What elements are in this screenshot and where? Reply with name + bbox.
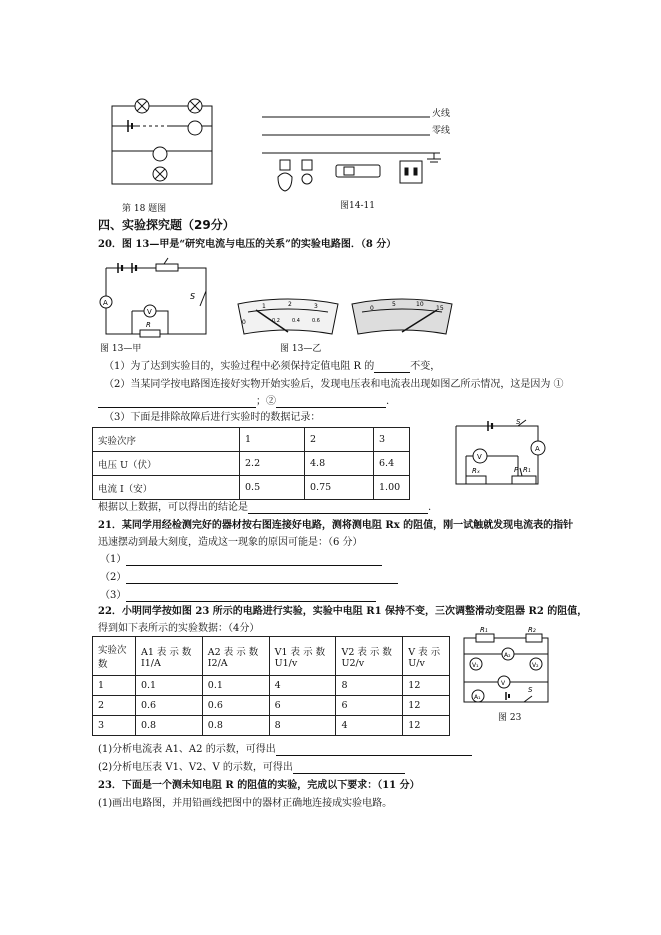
table-header-cell (269, 637, 336, 676)
table-row (93, 428, 410, 452)
fig23-v-label: V (501, 680, 506, 687)
rx-circuit-voltmeter-label: V (477, 453, 482, 461)
fig13a-resistor-label: R (146, 321, 151, 329)
q22-data-table (92, 636, 450, 736)
table-cell: 12 (403, 716, 450, 736)
q22-answer-1-label: (1)分析电流表 A1、A2 的示数，可得出 (98, 744, 276, 755)
q21-answer-3 (100, 589, 376, 602)
table-cell: 4.8 (305, 452, 374, 476)
figure-18-circuit (100, 96, 220, 196)
table-cell: 0.1 (202, 676, 269, 696)
table-cell: 0.6 (202, 696, 269, 716)
table-header-cell (135, 637, 202, 676)
right-meter-mark-0: 0 (370, 305, 374, 312)
rx-circuit-switch-label: S (516, 418, 521, 426)
q20-part1 (104, 360, 440, 373)
fig23-r2-label: R₂ (528, 626, 536, 634)
table-cell: 0.8 (135, 716, 202, 736)
table-row (93, 452, 410, 476)
table-cell: 0.1 (135, 676, 202, 696)
zero-wire-label: 零线 (432, 126, 451, 136)
q20-part1-post: 不变， (410, 361, 441, 372)
table-cell: 0.5 (240, 476, 305, 500)
q20-part2: （2）当某同学按电路图连接好实物开始实验后，发现电压表和电流表出现如图乙所示情况，这是因为 ① (104, 379, 564, 390)
q21-stem-1 (98, 519, 573, 532)
table-header-line: U2/v (341, 657, 365, 669)
table-cell: 2 (305, 428, 374, 452)
rx-circuit-r1-label: R₁ (523, 466, 531, 474)
q20-part1-blank[interactable] (374, 362, 410, 373)
q23-stem-text: 23．下面是一个测未知电阻 R 的阻值的实验，完成以下要求：（11 分） (98, 780, 420, 791)
table-cell: 实验次序 (93, 428, 240, 452)
left-meter-mark-2: 2 (288, 301, 292, 308)
rx-circuit-rx-label: Rₓ (472, 467, 480, 475)
table-header-cell (336, 637, 403, 676)
fig23-a2-label: A₂ (504, 652, 511, 659)
q22-answer-1 (98, 743, 472, 756)
figure-23-circuit (456, 626, 556, 714)
q22-stem-1 (98, 605, 587, 618)
table-cell: 8 (336, 676, 403, 696)
q21-answer-1-label: （1） (100, 554, 127, 565)
table-cell: 0.75 (305, 476, 374, 500)
table-cell: 12 (403, 696, 450, 716)
q20-stem: 20．图 13—甲是“研究电流与电压的关系”的实验电路图．（8 分） (98, 239, 397, 250)
figure-14-11-caption: 图14-11 (340, 201, 375, 211)
figure-23-caption: 图 23 (498, 713, 522, 723)
figure-13a-circuit (98, 256, 210, 340)
table-header-cell (403, 637, 450, 676)
table-header-line: V 表 示 (408, 646, 441, 658)
rx-circuit-ammeter-label: A (535, 445, 540, 453)
figure-18-caption: 第 18 题图 (122, 204, 167, 214)
q20-part2-blank-2[interactable] (276, 397, 386, 408)
table-header-line: 实验次 (98, 645, 127, 656)
table-cell: 0.8 (202, 716, 269, 736)
table-cell: 电流 I（安） (93, 476, 240, 500)
q22-stem-2: 得到如下表所示的实验数据：（4分） (98, 623, 260, 634)
figure-13b-meters (232, 292, 462, 344)
table-cell: 6 (336, 696, 403, 716)
table-row (93, 716, 450, 736)
table-cell: 4 (269, 676, 336, 696)
fig23-r1-label: R₁ (480, 626, 488, 634)
fig13a-voltmeter-label: V (147, 308, 152, 316)
left-meter-mark-02: 0.2 (272, 318, 280, 324)
q21-stem-2: 迅速摆动到最大刻度，造成这一现象的原因可能是：（6 分） (98, 537, 363, 548)
table-cell: 4 (336, 716, 403, 736)
fig23-v1-label: V₁ (472, 662, 479, 669)
q21-answer-1 (100, 553, 382, 566)
q20-part2-blank-1[interactable] (98, 397, 256, 408)
q20-part1-pre: （1）为了达到实验目的，实验过程中必须保持定值电阻 R 的 (104, 361, 375, 372)
q21-answer-3-label: （3） (100, 590, 127, 601)
table-header-line: A2 表 示 数 (207, 646, 259, 658)
table-cell: 12 (403, 676, 450, 696)
table-cell: 0.6 (135, 696, 202, 716)
table-cell: 1 (240, 428, 305, 452)
table-header-cell (202, 637, 269, 676)
table-cell: 3 (93, 716, 136, 736)
q22-answer-1-blank[interactable] (276, 745, 472, 756)
table-cell: 电压 U（伏） (93, 452, 240, 476)
q23-part1: (1)画出电路图，并用铅画线把图中的器材正确地连接成实验电路。 (98, 798, 393, 809)
rx-circuit (448, 420, 558, 490)
figure-13a-caption: 图 13—甲 (100, 344, 142, 354)
fig13a-switch-label: S (190, 292, 196, 301)
left-meter-mark-3: 3 (314, 303, 318, 310)
table-header-line: U/v (408, 657, 425, 669)
table-header-line: V1 表 示 数 (274, 646, 326, 658)
right-meter-mark-10: 10 (416, 301, 424, 308)
q21-answer-1-blank[interactable] (126, 555, 382, 566)
q21-answer-2 (100, 571, 398, 584)
right-meter-mark-5: 5 (392, 301, 396, 308)
fig13a-ammeter-label: A (103, 299, 108, 307)
left-meter-mark-06: 0.6 (312, 318, 320, 324)
q20-conclusion: 根据以上数据，可以得出的结论是 . (98, 502, 432, 513)
fig23-s-label: S (528, 686, 533, 694)
q22-stem-1-text: 22．小明同学按如图 23 所示的电路进行实验，实验中电阻 R1 保持不变，三次调整滑动变阻器 R2 的阻值， (98, 606, 588, 617)
q21-answer-3-blank[interactable] (126, 591, 376, 602)
q22-answer-2-label: (2)分析电压表 V1、V2、V 的示数，可得出 (98, 762, 293, 773)
q20-part2-sep: ；② (256, 396, 276, 407)
table-cell: 1.00 (374, 476, 410, 500)
q23-stem (98, 779, 420, 792)
fig23-v2-label: V₂ (532, 662, 539, 669)
right-meter-mark-15: 15 (436, 305, 444, 312)
table-header-cell (93, 637, 136, 676)
table-header-line: I1/A (140, 657, 161, 669)
rx-circuit-p-label: P (514, 466, 519, 474)
q20-part3: （3）下面是排除故障后进行实验时的数据记录： (104, 412, 321, 423)
table-header-row (93, 637, 450, 676)
table-cell: 6.4 (374, 452, 410, 476)
table-cell: 2.2 (240, 452, 305, 476)
table-cell: 6 (269, 696, 336, 716)
section-4-title: 四、实验探究题（29分） (98, 218, 235, 232)
table-header-line: V2 表 示 数 (341, 646, 392, 658)
table-header-line: A1 表 示 数 (140, 646, 192, 658)
q20-conclusion-pre: 根据以上数据，可以得出的结论是 (98, 502, 248, 513)
table-header-line: 数 (98, 659, 108, 670)
left-meter-mark-0: 0 (242, 319, 246, 326)
q20-part2-line: ；② . (98, 395, 389, 408)
q21-answer-2-blank[interactable] (126, 573, 398, 584)
figure-13b-caption: 图 13—乙 (280, 344, 322, 354)
q22-answer-2 (98, 761, 405, 774)
q20-data-table (92, 427, 410, 500)
left-meter-mark-04: 0.4 (292, 318, 300, 324)
fire-wire-label: 火线 (432, 109, 451, 119)
fig23-a1-label: A₁ (474, 694, 481, 701)
table-header-line: I2/A (207, 657, 228, 669)
table-row (93, 696, 450, 716)
table-row (93, 476, 410, 500)
table-cell: 1 (93, 676, 136, 696)
table-cell: 8 (269, 716, 336, 736)
q22-answer-2-blank[interactable] (293, 763, 405, 774)
table-cell: 2 (93, 696, 136, 716)
q21-stem-1-text: 21．某同学用经检测完好的器材按右图连接好电路，测将测电阻 Rx 的阻值，刚一试触就发现电流表的指针 (98, 520, 574, 531)
q21-answer-2-label: （2） (100, 572, 127, 583)
table-cell: 3 (374, 428, 410, 452)
table-header-line: U1/v (274, 657, 298, 669)
q20-conclusion-blank[interactable] (248, 503, 428, 514)
left-meter-mark-1: 1 (262, 303, 266, 310)
table-row (93, 676, 450, 696)
